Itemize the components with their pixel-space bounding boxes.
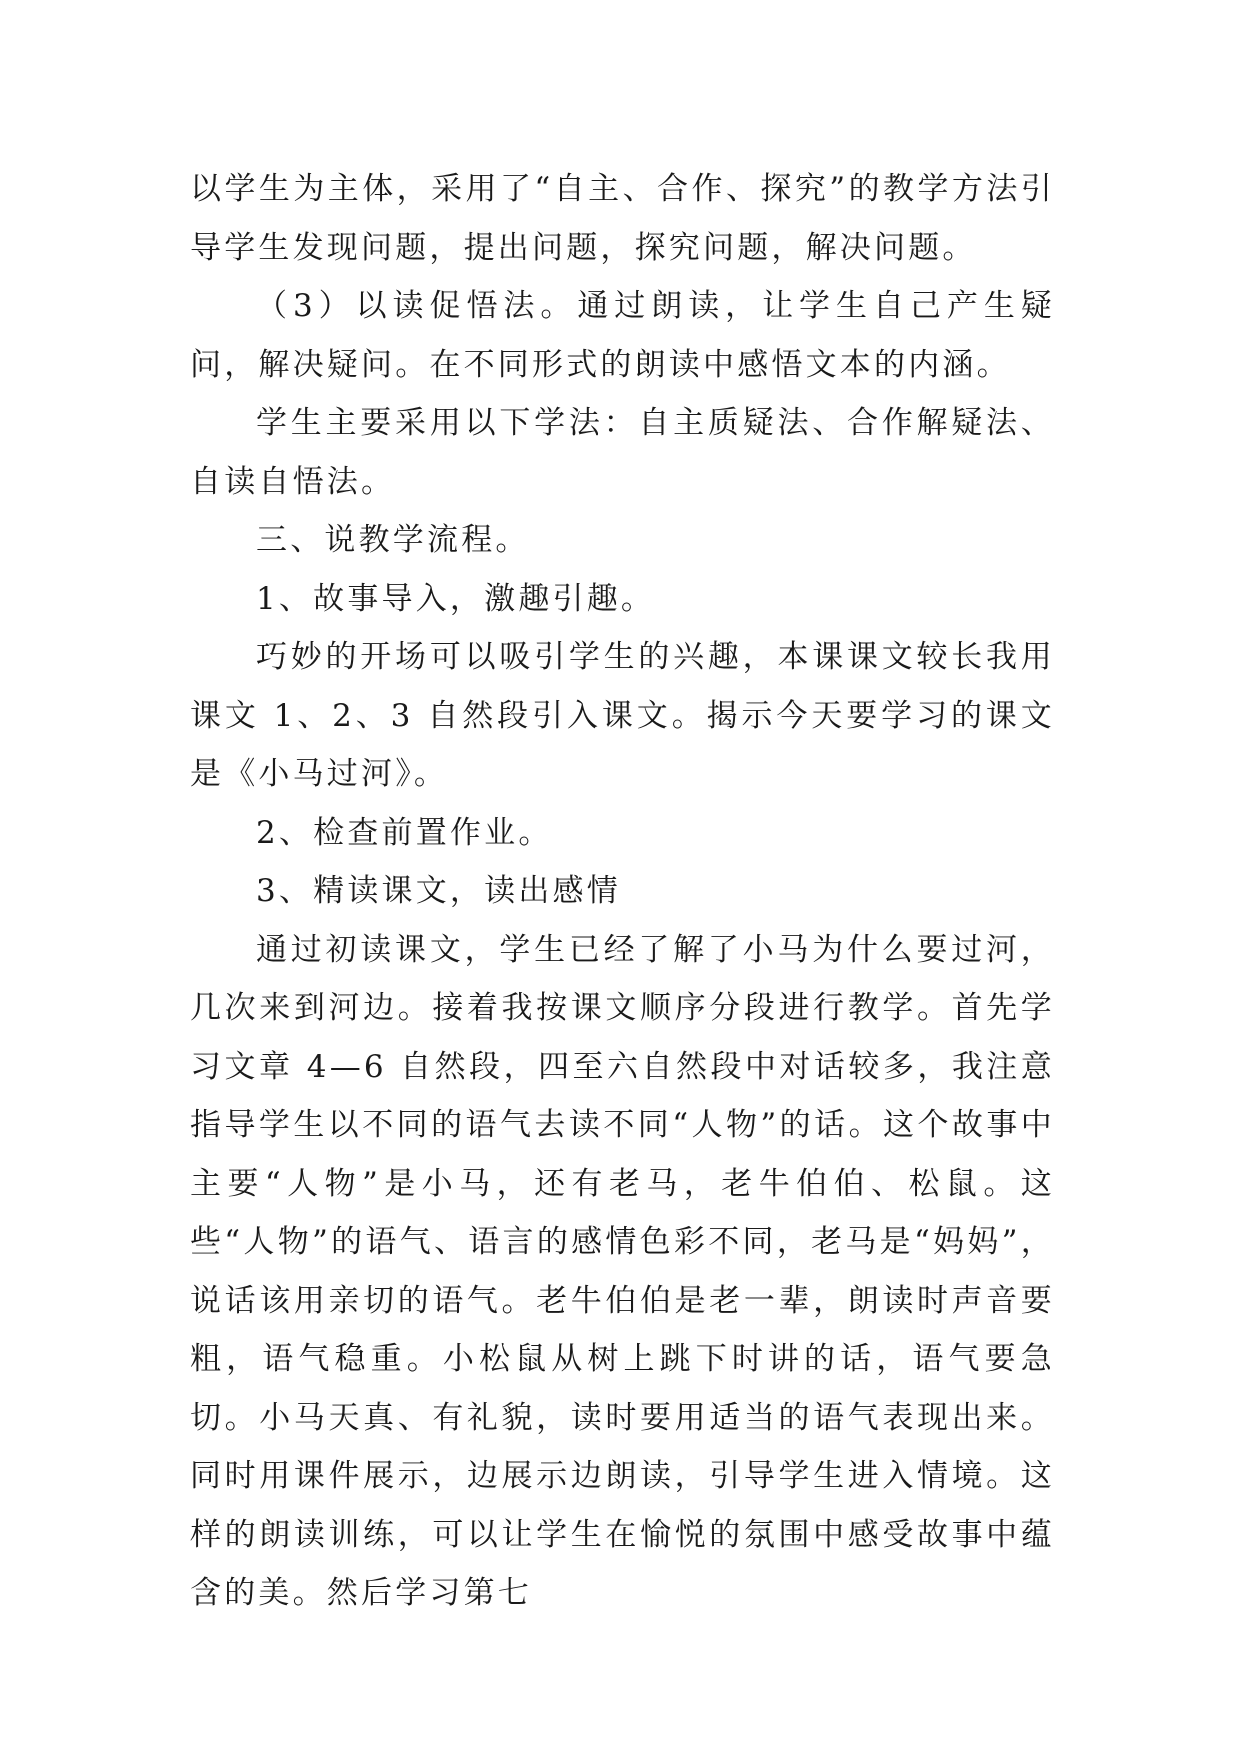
paragraph-2: （3）以读促悟法。通过朗读，让学生自己产生疑问，解决疑问。在不同形式的朗读中感悟文本的内涵。	[190, 288, 1055, 383]
step-heading-3: 3、精读课文，读出感情	[256, 873, 621, 909]
paragraph-6: 巧妙的开场可以吸引学生的兴趣，本课课文较长我用课文 1、2、3 自然段引入课文。揭示今天要学习的课文是《小马过河》。	[190, 639, 1055, 792]
step-heading-2: 2、检查前置作业。	[256, 814, 553, 851]
paragraph-1: 以学生为主体，采用了“自主、合作、探究”的教学方法引导学生发现问题，提出问题，探究问题，解决问题。	[190, 171, 1055, 266]
step-heading-1: 1、故事导入，激趣引趣。	[256, 580, 656, 617]
paragraph-9: 通过初读课文，学生已经了解了小马为什么要过河，几次来到河边。接着我按课文顺序分段进行教学。首先学习文章 4—6 自然段，四至六自然段中对话较多，我注意指导学生以不同的语气去读不同“人物”的话。这个故事中主要“人物”是小马，还有老马，老牛伯伯、松鼠。这些“人物”的语气、语言的感情色彩不同，老马是“妈妈”，说话该用亲切的语气。老牛伯伯是老一辈，朗读时声音要粗，语气稳重。小松鼠从树上跳下时讲的话，语气要急切。小马天真、有礼貌，读时要用适当的语气表现出来。同时用课件展示，边展示边朗读，引导学生进入情境。这样的朗读训练，可以让学生在愉悦的氛围中感受故事中蕴含的美。然后学习第七	[190, 931, 1055, 1611]
paragraph-3: 学生主要采用以下学法：自主质疑法、合作解疑法、自读自悟法。	[190, 405, 1055, 500]
section-heading: 三、说教学流程。	[256, 522, 530, 558]
document-page	[190, 160, 1055, 1623]
